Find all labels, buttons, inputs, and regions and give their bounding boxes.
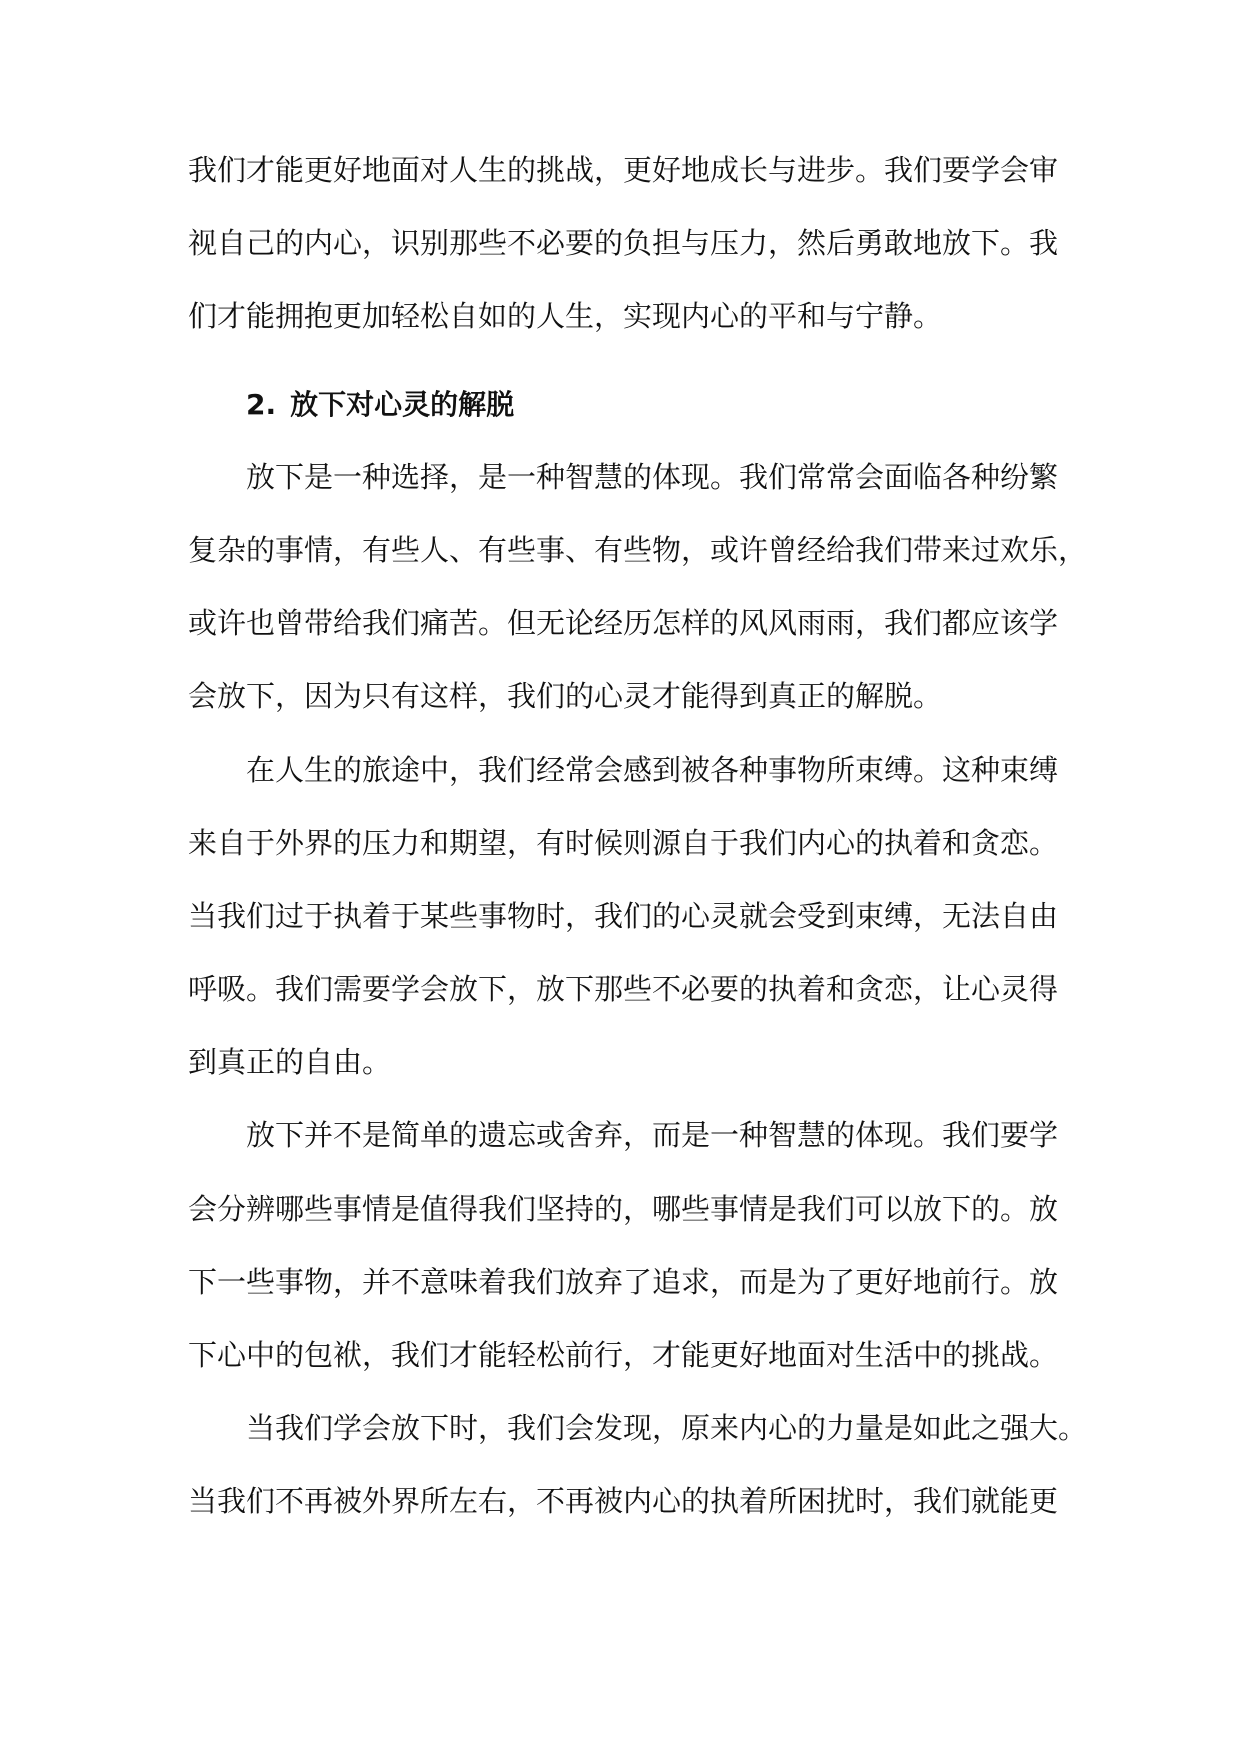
text-line: 会放下，因为只有这样，我们的心灵才能得到真正的解脱。 <box>188 679 943 714</box>
text-line: 呼吸。我们需要学会放下，放下那些不必要的执着和贪恋，让心灵得 <box>188 972 1059 1007</box>
text-line: 当我们过于执着于某些事物时，我们的心灵就会受到束缚，无法自由 <box>188 898 1059 933</box>
intro-paragraph <box>188 134 1058 354</box>
text-line: 放下并不是简单的遗忘或舍弃，而是一种智慧的体现。我们要学 <box>246 1118 1059 1153</box>
document-body <box>188 134 1088 1539</box>
text-line: 复杂的事情，有些人、有些事、有些物，或许曾经给我们带来过欢乐， <box>188 532 1088 567</box>
section-title: 放下对心灵的解脱 <box>290 387 515 421</box>
text-line: 视自己的内心，识别那些不必要的负担与压力，然后勇敢地放下。我 <box>188 226 1059 261</box>
text-line: 我们才能更好地面对人生的挑战，更好地成长与进步。我们要学会审 <box>188 153 1059 187</box>
text-line: 会分辨哪些事情是值得我们坚持的，哪些事情是我们可以放下的。放 <box>188 1191 1059 1226</box>
text-line: 来自于外界的压力和期望，有时候则源自于我们内心的执着和贪恋。 <box>188 825 1059 860</box>
paragraph-4 <box>188 1392 1088 1538</box>
text-line: 当我们不再被外界所左右，不再被内心的执着所困扰时，我们就能更 <box>188 1484 1059 1519</box>
paragraph-1 <box>188 441 1088 734</box>
text-line: 下一些事物，并不意味着我们放弃了追求，而是为了更好地前行。放 <box>188 1264 1059 1299</box>
section-spacer <box>188 354 1058 368</box>
text-line: 下心中的包袱，我们才能轻松前行，才能更好地面对生活中的挑战。 <box>188 1338 1059 1372</box>
text-line: 放下是一种选择，是一种智慧的体现。我们常常会面临各种纷繁 <box>246 459 1059 494</box>
paragraph-3 <box>188 1099 1058 1392</box>
paragraph-2 <box>188 734 1058 1100</box>
section-number: 2. <box>246 387 277 421</box>
text-line: 们才能拥抱更加轻松自如的人生，实现内心的平和与宁静。 <box>188 299 943 334</box>
text-line: 在人生的旅途中，我们经常会感到被各种事物所束缚。这种束缚 <box>246 752 1059 787</box>
text-line: 或许也曾带给我们痛苦。但无论经历怎样的风风雨雨，我们都应该学 <box>188 606 1059 641</box>
text-line: 到真正的自由。 <box>188 1045 392 1080</box>
text-line: 当我们学会放下时，我们会发现，原来内心的力量是如此之强大。 <box>246 1411 1088 1446</box>
section-heading <box>188 368 1058 441</box>
